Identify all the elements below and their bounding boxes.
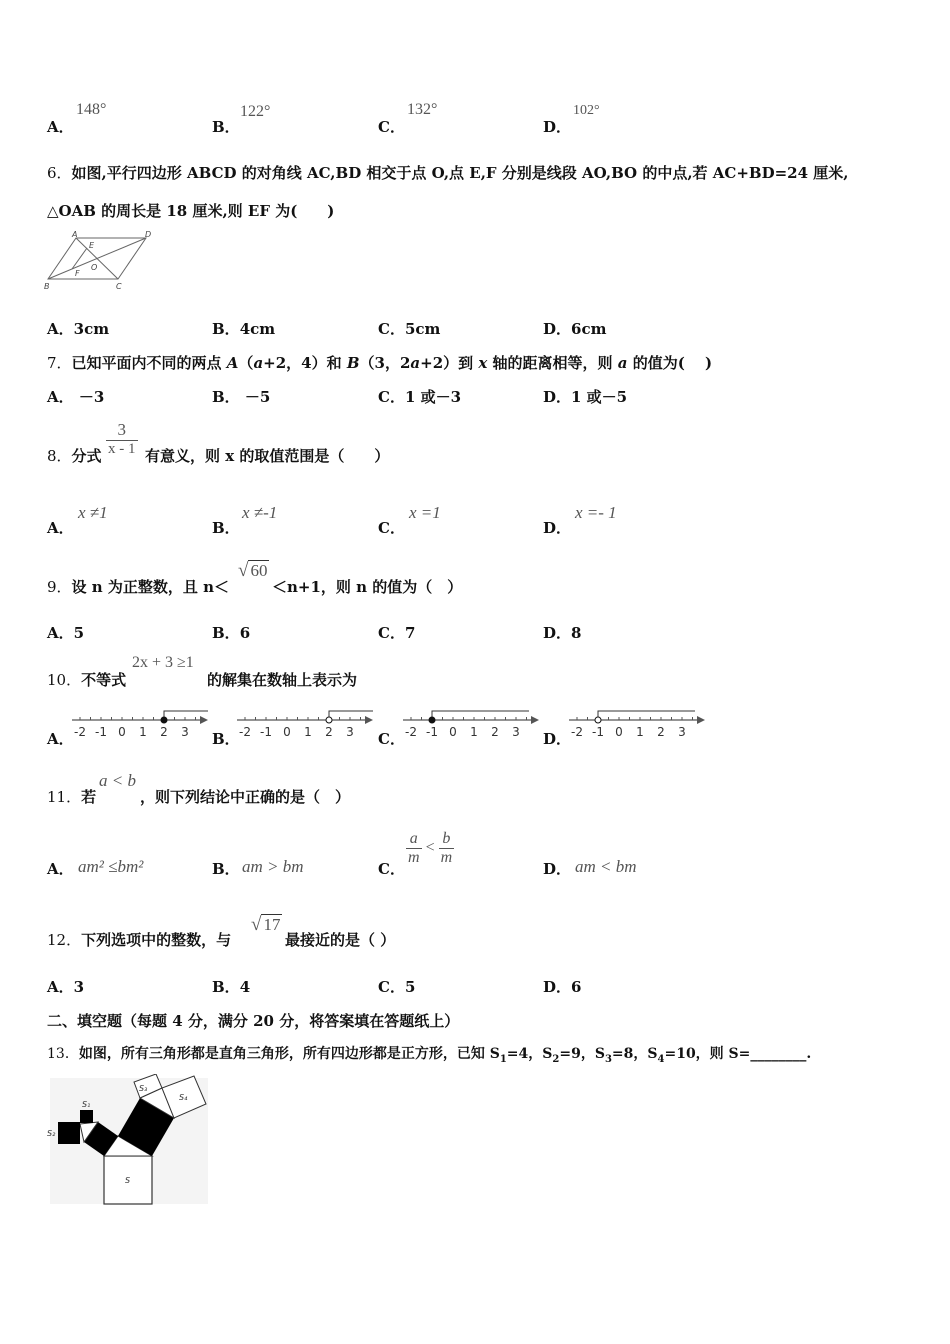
q8-suffix: 有意义，则 x 的取值范围是（ ）	[145, 447, 390, 465]
q8-option-b-value: x ≠-1	[242, 503, 278, 522]
q9-suffix: ＜n+1，则 n 的值为（ ）	[272, 578, 463, 596]
tick-label: 3	[181, 725, 189, 739]
tick-label: 0	[118, 725, 126, 739]
tick-label: -2	[571, 725, 583, 739]
tick-label: 2	[657, 725, 665, 739]
q10-number-line-d	[567, 706, 709, 746]
closed-point	[429, 717, 435, 723]
q6-option-d: D．6cm	[543, 320, 607, 338]
q5-option-a-label: A．	[47, 118, 74, 136]
axis-arrow	[697, 716, 705, 724]
q10-number-line-c	[401, 706, 543, 746]
q6-parallelogram-figure	[44, 228, 156, 294]
q5-option-d-value: 102°	[573, 103, 600, 118]
q8-option-d-value: x =- 1	[575, 503, 617, 522]
tick-label: 0	[615, 725, 623, 739]
square-s2	[58, 1122, 80, 1144]
q11-number: 11．	[47, 788, 82, 806]
q13-stem: 13．如图，所有三角形都是直角三角形，所有四边形都是正方形，已知 $S_1=4$，$S_2=9$，$S_3=8$，$S_4=10$，则 S=________.	[47, 1046, 812, 1065]
open-point	[326, 717, 332, 723]
q10-option-d-label: D．	[543, 730, 572, 748]
q12-suffix: 最接近的是（ ）	[285, 931, 396, 949]
tick-label: 2	[491, 725, 499, 739]
tick-label: -1	[95, 725, 107, 739]
q12-option-a: A．3	[47, 978, 85, 996]
q7-option-d: D．1 或－5	[543, 388, 628, 406]
label-a: A	[72, 230, 78, 239]
q5-option-a-value: 148°	[76, 101, 107, 118]
tick-label: 1	[139, 725, 147, 739]
tick-label: -1	[426, 725, 438, 739]
q13-squares-figure	[46, 1074, 212, 1208]
q7-option-c: C．1 或－3	[378, 388, 462, 406]
tick-label: 3	[346, 725, 354, 739]
q11-option-b-label: B．	[212, 860, 240, 878]
solution-ray	[598, 711, 695, 720]
tick-label: 3	[512, 725, 520, 739]
label-s4: S₄	[179, 1093, 188, 1102]
q11-condition: a < b	[99, 771, 136, 790]
label-s3: S₃	[139, 1084, 148, 1093]
label-d: D	[145, 230, 152, 239]
q8-option-a-label: A．	[47, 519, 74, 537]
q9-option-a: A．5	[47, 624, 85, 642]
square-s1	[80, 1110, 93, 1123]
q8-number: 8．	[47, 447, 72, 465]
q9-option-c: C．7	[378, 624, 416, 642]
q10-suffix: 的解集在数轴上表示为	[207, 671, 358, 689]
q10-number-line-a	[70, 706, 212, 746]
q11-suffix: ，则下列结论中正确的是（ ）	[140, 788, 351, 806]
q5-option-b-label: B．	[212, 118, 240, 136]
q11-option-c-label: C．	[378, 860, 405, 878]
q7-option-a: A． －3	[47, 388, 105, 406]
q9-sqrt: √ 60	[238, 560, 268, 581]
solution-ray	[432, 711, 529, 720]
label-s2: S₂	[47, 1129, 56, 1138]
label-s1: S₁	[82, 1100, 91, 1109]
q12-option-d: D．6	[543, 978, 582, 996]
label-o: O	[91, 263, 98, 272]
tick-label: -2	[405, 725, 417, 739]
q11-option-a-value: am² ≤bm²	[78, 857, 144, 876]
tick-label: -1	[592, 725, 604, 739]
tick-label: 0	[449, 725, 457, 739]
q8-stem: 8．分式	[47, 447, 102, 465]
q12-sqrt: √ 17	[251, 914, 281, 935]
q6-number: 6．	[47, 164, 72, 182]
q10-option-c-label: C．	[378, 730, 405, 748]
q9-option-d: D．8	[543, 624, 582, 642]
q7-number: 7．	[47, 354, 72, 372]
q5-option-c-value: 132°	[407, 101, 438, 118]
label-f: F	[75, 269, 80, 278]
q9-option-b: B．6	[212, 624, 251, 642]
diagonal-bd	[48, 238, 146, 279]
tick-label: 2	[160, 725, 168, 739]
q8-option-b-label: B．	[212, 519, 240, 537]
q6-stem-line2: △OAB 的周长是 18 厘米,则 EF 为( )	[47, 202, 335, 220]
q10-option-a-label: A．	[47, 730, 74, 748]
q12-stem: 12．下列选项中的整数，与	[47, 931, 232, 949]
label-c: C	[116, 282, 122, 291]
q5-option-d-label: D．	[543, 118, 572, 136]
tick-label: 0	[283, 725, 291, 739]
q11-option-b-value: am > bm	[242, 857, 304, 876]
tick-label: 2	[325, 725, 333, 739]
q10-inequality: 2x + 3 ≥1	[132, 654, 194, 671]
q7-stem: 7．已知平面内不同的两点 A（a+2，4）和 B（3，2a+2）到 x 轴的距离相等，则 a 的值为( )	[47, 354, 713, 372]
section-2-heading: 二、填空题（每题 4 分，满分 20 分，将答案填在答题纸上）	[47, 1012, 460, 1030]
q13-number: 13．	[47, 1046, 79, 1062]
q11-option-c-value: $\frac{a}{m}$ < $\frac{b}{m}$	[408, 830, 453, 866]
q10-stem: 10．不等式	[47, 671, 127, 689]
tick-label: 1	[304, 725, 312, 739]
open-point	[595, 717, 601, 723]
q5-option-b-value: 122°	[240, 103, 271, 120]
q9-stem: 9．设 n 为正整数，且 n＜	[47, 578, 230, 596]
q8-numerator: 3	[106, 420, 138, 441]
q12-radicand: 17	[263, 915, 281, 934]
q5-option-c-label: C．	[378, 118, 405, 136]
q6-option-c: C．5cm	[378, 320, 441, 338]
q10-option-b-label: B．	[212, 730, 240, 748]
q8-option-c-value: x =1	[409, 503, 441, 522]
tick-label: 1	[470, 725, 478, 739]
label-e: E	[89, 241, 95, 250]
q9-number: 9．	[47, 578, 72, 596]
q8-fraction	[106, 420, 138, 458]
q6-option-b: B．4cm	[212, 320, 276, 338]
q8-option-a-value: x ≠1	[78, 503, 108, 522]
q6-option-a: A．3cm	[47, 320, 110, 338]
q11-stem: 11．若	[47, 788, 97, 806]
label-s: S	[125, 1176, 131, 1185]
q10-number: 10．	[47, 671, 82, 689]
tick-label: 3	[678, 725, 686, 739]
q6-text-1: 如图,平行四边形 ABCD 的对角线 AC,BD 相交于点 O,点 E,F 分别是线段 AO,BO 的中点,若 AC+BD=24 厘米,	[71, 164, 849, 182]
closed-point	[161, 717, 167, 723]
tick-label: 1	[636, 725, 644, 739]
label-b: B	[44, 282, 50, 291]
axis-arrow	[200, 716, 208, 724]
q12-number: 12．	[47, 931, 82, 949]
tick-label: -2	[74, 725, 86, 739]
axis-arrow	[365, 716, 373, 724]
q6-stem-line1	[47, 162, 848, 183]
tick-label: -2	[239, 725, 251, 739]
q9-radicand: 60	[250, 561, 268, 580]
q10-number-line-b	[235, 706, 377, 746]
axis-arrow	[531, 716, 539, 724]
q8-denominator: x - 1	[108, 441, 136, 457]
tick-label: -1	[260, 725, 272, 739]
q11-option-d-label: D．	[543, 860, 572, 878]
q12-option-c: C．5	[378, 978, 416, 996]
q7-option-b: B． －5	[212, 388, 271, 406]
q8-option-d-label: D．	[543, 519, 572, 537]
q11-option-d-value: am < bm	[575, 857, 637, 876]
q8-option-c-label: C．	[378, 519, 405, 537]
q11-option-a-label: A．	[47, 860, 74, 878]
q12-option-b: B．4	[212, 978, 251, 996]
